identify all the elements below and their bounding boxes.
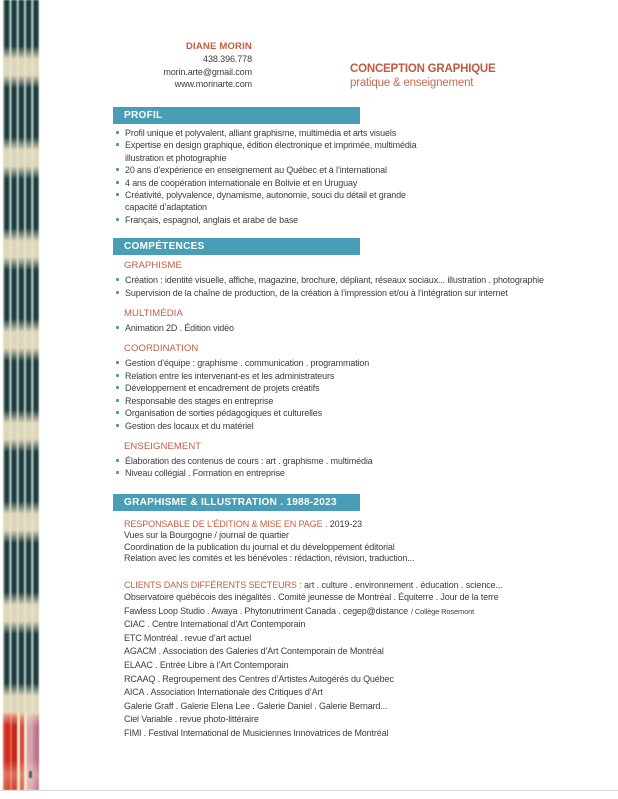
bullet-text: Animation 2D . Édition vidéo [125, 323, 234, 334]
website-url: www.morinarte.com [174, 78, 252, 89]
client-line [124, 618, 588, 632]
bullet-icon [116, 471, 119, 474]
client-line [124, 673, 588, 687]
text-line: Vues sur la Bourgogne / journal de quartier [124, 529, 289, 540]
bullet-icon [116, 459, 119, 462]
subsection-multimedia: MULTIMÉDIA [124, 308, 183, 320]
bullet-item [113, 455, 588, 467]
phone-number: 438.396.778 [203, 54, 252, 65]
graphisme-list [113, 274, 588, 299]
bullet-item [113, 127, 588, 139]
subsection-coordination: COORDINATION [124, 343, 199, 355]
bullet-item [113, 189, 588, 201]
bullet-icon [116, 424, 119, 427]
client-line [124, 700, 588, 714]
bullet-item [113, 382, 588, 394]
person-name: DIANE MORIN [185, 41, 252, 52]
bullet-text: Niveau collégial . Formation en entreprise [125, 468, 285, 479]
bullet-text: Création : identité visuelle, affiche, magazine, brochure, dépliant, réseaux sociaux... illustration . photographie [125, 275, 544, 286]
bullet-icon [116, 168, 119, 171]
clients-list [124, 591, 588, 741]
bullet-icon [116, 361, 119, 364]
bullet-item [113, 214, 588, 226]
bullet-icon [116, 291, 119, 294]
photo-strip-dark-mark [29, 771, 32, 778]
section-header-graphisme-illustration: GRAPHISME & ILLUSTRATION . 1988-2023 [113, 494, 360, 511]
bullet-text: Relation entre les intervenant-es et les administrateurs [125, 370, 335, 381]
role-description [124, 530, 588, 565]
client-text: Galerie Graff . Galerie Elena Lee . Galerie Daniel . Galerie Bernard... [124, 700, 388, 711]
role-title: RESPONSABLE DE L’ÉDITION & MISE EN PAGE [124, 518, 323, 529]
bullet-item [113, 164, 588, 176]
email-address: morin.arte@gmail.com [163, 66, 252, 77]
bullet-icon [116, 399, 119, 402]
client-line [124, 591, 588, 605]
decorative-photo-strip [3, 0, 39, 790]
client-text: ELAAC . Entrée Libre à l’Art Contemporain [124, 660, 289, 671]
client-text: RCAAQ . Regroupement des Centres d’Artistes Autogérés du Québec [124, 673, 394, 684]
contact-block [100, 41, 252, 90]
resume-content [113, 107, 588, 741]
bullet-text: 4 ans de coopération internationale en Bolivie et en Uruguay [125, 177, 358, 188]
bullet-item [113, 357, 588, 369]
bullet-text: Gestion des locaux et du matériel [125, 420, 254, 431]
bullet-icon [116, 386, 119, 389]
enseignement-list [113, 455, 588, 480]
role-title-line [124, 519, 588, 529]
multimedia-list [113, 322, 588, 334]
bullet-item [113, 467, 588, 479]
bullet-icon [116, 131, 119, 134]
client-text: AGACM . Association des Galeries d’Art Contemporain de Montréal [124, 646, 384, 657]
client-line [124, 659, 588, 673]
bullet-icon [116, 181, 119, 184]
bullet-item [113, 274, 588, 286]
bullet-text: Créativité, polyvalence, dynamisme, autonomie, souci du détail et grande [125, 190, 406, 201]
client-text: AICA . Association Internationale des Critiques d’Art [124, 687, 323, 698]
bullet-icon [116, 326, 119, 329]
client-line [124, 645, 588, 659]
subsection-graphisme: GRAPHISME [124, 260, 182, 272]
clients-label-line [124, 580, 588, 590]
bullet-icon [116, 193, 119, 196]
bullet-item [113, 407, 588, 419]
bullet-wrap-line: capacité d’adaptation [125, 202, 207, 213]
client-line [124, 632, 588, 646]
bullet-text: Organisation de sorties pédagogiques et culturelles [125, 408, 322, 419]
document-title [350, 62, 496, 90]
bullet-item [113, 420, 588, 432]
text-line: Relation avec les comités et les bénévoles : rédaction, révision, traduction... [124, 553, 415, 564]
bullet-item [113, 395, 588, 407]
document-title-line2: pratique & enseignement [350, 77, 474, 89]
client-text: CIAC . Centre International d’Art Contemporain [124, 619, 306, 630]
client-line [124, 605, 588, 619]
bullet-item [113, 322, 588, 334]
coordination-list [113, 357, 588, 431]
client-text: Ciel Variable . revue photo-littéraire [124, 714, 259, 725]
bullet-icon [116, 143, 119, 146]
section-header-competences: COMPÉTENCES [113, 238, 360, 255]
bullet-text: Gestion d’équipe : graphisme . communication . programmation [125, 358, 370, 369]
bullet-icon [116, 411, 119, 414]
clients-label-suffix: art . culture . environnement . éducation . science... [301, 580, 503, 591]
bullet-item [113, 139, 588, 151]
client-line [124, 686, 588, 700]
client-text: Observatoire québécois des inégalités . Comité jeunesse de Montréal . Équiterre . Jour de la terre [124, 592, 499, 603]
section-header-profil: PROFIL [113, 107, 360, 124]
document-title-line1: CONCEPTION GRAPHIQUE [350, 63, 496, 75]
bullet-text: Responsable des stages en entreprise [125, 395, 274, 406]
text-line: Coordination de la publication du journal et du développement éditorial [124, 541, 395, 552]
bullet-icon [116, 374, 119, 377]
client-line [124, 727, 588, 741]
profil-list [113, 127, 588, 226]
subsection-enseignement: ENSEIGNEMENT [124, 440, 202, 452]
clients-label: CLIENTS DANS DIFFÉRENTS SECTEURS : [124, 580, 302, 591]
bullet-item [113, 177, 588, 189]
page-bottom-edge [0, 790, 618, 791]
client-text: Fawless Loop Studio . Awaya . Phytonutriment Canada . cegep@distance [124, 605, 408, 616]
bullet-text: Développement et encadrement de projets créatifs [125, 383, 320, 394]
bullet-text: Expertise en design graphique, édition électronique et imprimée, multimédia [125, 140, 417, 151]
bullet-item [113, 287, 588, 299]
bullet-text: 20 ans d’expérience en enseignement au Québec et à l’international [125, 165, 387, 176]
client-line [124, 713, 588, 727]
bullet-item [113, 370, 588, 382]
bullet-icon [116, 278, 119, 281]
client-text: FIMI . Festival International de Musiciennes Innovatrices de Montréal [124, 728, 389, 739]
bullet-icon [116, 218, 119, 221]
role-period: . 2019-23 [322, 518, 363, 529]
bullet-text: Français, espagnol, anglais et arabe de base [125, 214, 299, 225]
bullet-wrap-line: illustration et photographie [125, 152, 227, 163]
bullet-text: Profil unique et polyvalent, alliant graphisme, multimédia et arts visuels [125, 128, 397, 138]
bullet-text: Élaboration des contenus de cours : art . graphisme . multimédia [125, 455, 373, 466]
client-text: ETC Montréal . revue d’art actuel [124, 632, 252, 643]
photo-strip-red-section [3, 712, 39, 790]
client-text-small: / Collège Rosemont [410, 606, 475, 616]
bullet-text: Supervision de la chaîne de production, de la création à l’impression et/ou à l’intégration sur internet [125, 287, 508, 298]
